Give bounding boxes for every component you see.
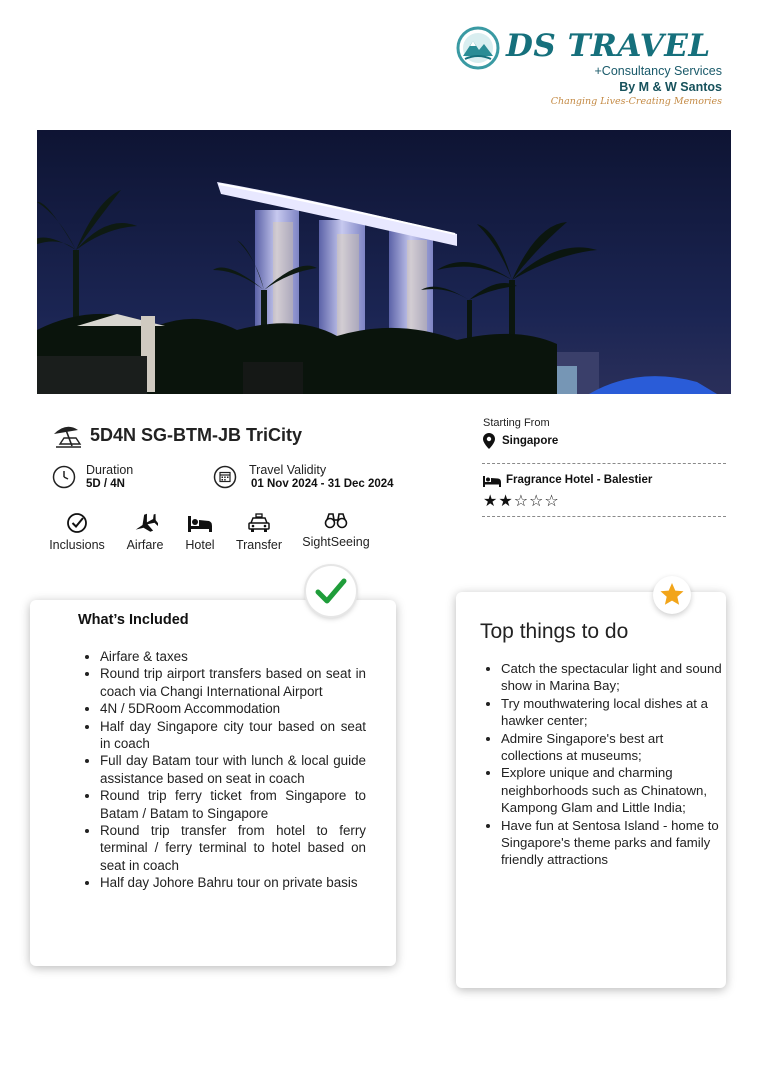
list-item: • Have fun at Sentosa Island - home to Singapore's theme parks and family friendly attractions — [501, 817, 723, 869]
included-title: What’s Included — [78, 612, 189, 628]
list-item: • 4N / 5DRoom Accommodation — [100, 700, 366, 717]
list-item: • Explore unique and charming neighborhoods such as Chinatown, Kampong Glam and Little India; — [501, 764, 723, 816]
feature-label: Hotel — [185, 538, 215, 552]
feature-label: Transfer — [235, 538, 283, 552]
validity-value: 01 Nov 2024 - 31 Dec 2024 — [251, 478, 394, 490]
list-item: • Round trip ferry ticket from Singapore to Batam / Batam to Singapore — [100, 787, 366, 822]
list-item: • Round trip transfer from hotel to ferry terminal / ferry terminal to hotel based on seat in coach — [100, 822, 366, 874]
brand-tagline: Changing Lives-Creating Memories — [550, 96, 722, 107]
binoculars-icon — [324, 511, 348, 531]
feature-label: Airfare — [126, 538, 164, 552]
hotel-name: Fragrance Hotel - Balestier — [506, 474, 653, 486]
package-title: 5D4N SG-BTM-JB TriCity — [90, 425, 303, 445]
hotel-star-rating — [483, 491, 560, 510]
check-circle-icon — [66, 512, 88, 534]
list-item: • Try mouthwatering local dishes at a hawker center; — [501, 695, 723, 730]
airplane-icon — [132, 512, 158, 534]
filled-stars: ★★ — [483, 491, 514, 510]
star-icon — [653, 576, 691, 614]
brand-name: DS TRAVEL — [506, 28, 711, 64]
empty-stars: ☆☆☆ — [513, 491, 560, 510]
list-item: • Round trip airport transfers based on seat in coach via Changi International Airport — [100, 665, 366, 700]
starting-from-label: Starting From — [483, 417, 550, 429]
check-badge — [306, 566, 356, 616]
divider — [482, 463, 726, 464]
top-things-list — [483, 660, 723, 869]
list-item: • Airfare & taxes — [100, 648, 366, 665]
star-badge — [653, 576, 691, 614]
taxi-icon — [246, 512, 272, 534]
list-item: • Half day Johore Bahru tour on private basis — [100, 874, 366, 891]
marina-bay-sands-photo — [37, 130, 731, 394]
list-item: • Full day Batam tour with lunch & local guide assistance based on seat in coach — [100, 752, 366, 787]
brand-subtitle: +Consultancy Services — [594, 64, 722, 78]
origin-city: Singapore — [502, 435, 559, 447]
list-item: • Half day Singapore city tour based on seat in coach — [100, 718, 366, 753]
feature-label: SightSeeing — [302, 535, 370, 549]
duration-label: Duration — [86, 463, 134, 477]
calendar-icon — [213, 465, 237, 489]
divider — [482, 516, 726, 517]
brand-byline: By M & W Santos — [619, 80, 722, 94]
hero-image — [37, 130, 731, 394]
clock-icon — [52, 465, 76, 489]
mountain-globe-icon — [456, 26, 500, 70]
feature-inclusions — [42, 512, 112, 556]
top-things-title: Top things to do — [480, 620, 629, 643]
bed-icon — [483, 475, 501, 487]
feature-sightseeing — [301, 511, 371, 555]
brand-logo — [456, 24, 736, 114]
bed-icon — [187, 512, 213, 534]
feature-transfer — [224, 512, 294, 556]
feature-label: Inclusions — [49, 538, 105, 552]
list-item: • Catch the spectacular light and sound show in Marina Bay; — [501, 660, 723, 695]
location-pin-icon — [483, 433, 495, 449]
check-icon — [306, 566, 356, 616]
validity-label: Travel Validity — [249, 463, 327, 477]
beach-umbrella-icon — [52, 424, 82, 448]
list-item: • Admire Singapore's best art collections at museums; — [501, 730, 723, 765]
included-list — [82, 648, 366, 892]
duration-value: 5D / 4N — [86, 478, 125, 490]
